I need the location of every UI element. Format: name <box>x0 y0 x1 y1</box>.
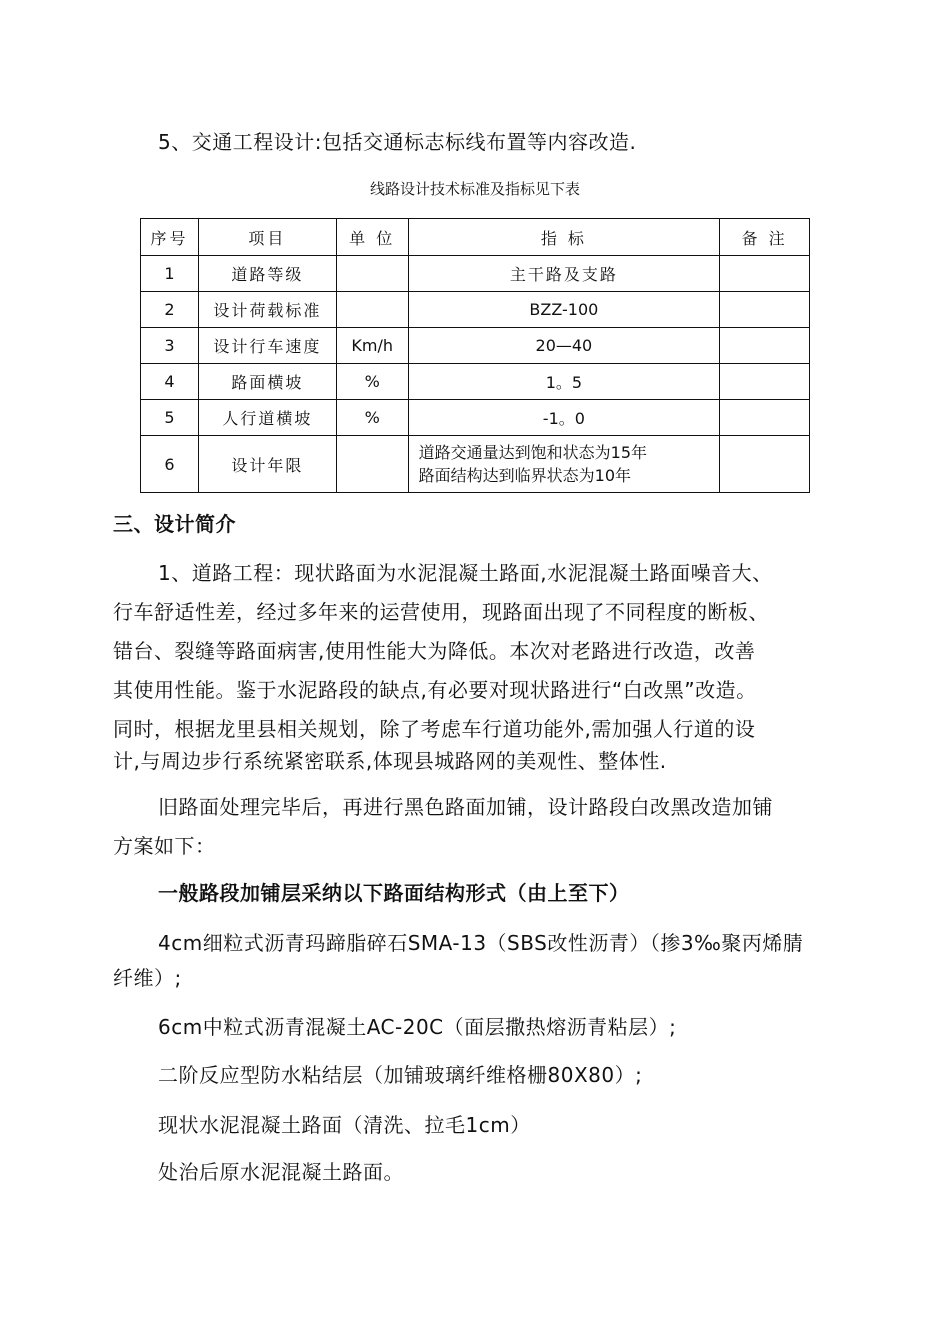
subheading: 一般路段加铺层采纳以下路面结构形式（由上至下） <box>158 881 630 905</box>
cell-note <box>720 256 810 292</box>
para1-line: 同时，根据龙里县相关规划，除了考虑车行道功能外,需加强人行道的设 <box>113 717 756 741</box>
cell-note <box>720 328 810 364</box>
cell-note <box>720 400 810 436</box>
header-no: 序号 <box>141 219 199 256</box>
cell-unit: Km/h <box>336 328 408 364</box>
layer-4: 现状水泥混凝土路面（清洗、拉毛1cm） <box>158 1113 531 1137</box>
para2-line: 旧路面处理完毕后，再进行黑色路面加铺，设计路段白改黑改造加铺 <box>158 795 773 819</box>
cell-no: 1 <box>141 256 199 292</box>
cell-value-line2: 路面结构达到临界状态为10年 <box>418 466 632 485</box>
para1-line: 其使用性能。鉴于水泥路段的缺点,有必要对现状路进行“白改黑”改造。 <box>113 678 757 702</box>
table-row <box>141 256 810 292</box>
section-title: 三、设计简介 <box>113 512 236 536</box>
cell-unit <box>336 436 408 493</box>
table-row <box>141 400 810 436</box>
cell-unit <box>336 256 408 292</box>
cell-value: 主干路及支路 <box>408 256 719 292</box>
cell-no: 3 <box>141 328 199 364</box>
design-standards-table <box>140 218 810 493</box>
cell-value-line1: 道路交通量达到饱和状态为15年 <box>418 443 648 462</box>
cell-no: 6 <box>141 436 199 493</box>
layer-1-line1: 4cm细粒式沥青玛蹄脂碎石SMA-13（SBS改性沥青）（掺3‰聚丙烯腈 <box>158 931 804 955</box>
cell-no: 4 <box>141 364 199 400</box>
para1-line: 计,与周边步行系统紧密联系,体现县城路网的美观性、整体性. <box>113 749 667 773</box>
cell-value-multiline <box>408 436 719 493</box>
cell-item: 设计年限 <box>198 436 336 493</box>
cell-item: 路面横坡 <box>198 364 336 400</box>
cell-unit: % <box>336 400 408 436</box>
cell-unit: % <box>336 364 408 400</box>
header-unit: 单 位 <box>336 219 408 256</box>
cell-item: 设计荷载标准 <box>198 292 336 328</box>
table-row <box>141 292 810 328</box>
cell-item: 设计行车速度 <box>198 328 336 364</box>
cell-value: -1。0 <box>408 400 719 436</box>
header-value: 指 标 <box>408 219 719 256</box>
cell-note <box>720 364 810 400</box>
cell-item: 人行道横坡 <box>198 400 336 436</box>
table-row <box>141 328 810 364</box>
table-header-row <box>141 219 810 256</box>
cell-value: 1。5 <box>408 364 719 400</box>
header-note: 备 注 <box>720 219 810 256</box>
cell-value: 20—40 <box>408 328 719 364</box>
table-row <box>141 364 810 400</box>
cell-value: BZZ-100 <box>408 292 719 328</box>
cell-note <box>720 436 810 493</box>
cell-no: 2 <box>141 292 199 328</box>
para2-line: 方案如下： <box>113 834 216 858</box>
cell-item: 道路等级 <box>198 256 336 292</box>
cell-note <box>720 292 810 328</box>
cell-unit <box>336 292 408 328</box>
para1-line: 错台、裂缝等路面病害,使用性能大为降低。本次对老路进行改造，改善 <box>113 639 756 663</box>
layer-3: 二阶反应型防水粘结层（加铺玻璃纤维格栅80X80）; <box>158 1063 643 1087</box>
para1-line: 行车舒适性差，经过多年来的运营使用，现路面出现了不同程度的断板、 <box>113 600 769 624</box>
header-item: 项目 <box>198 219 336 256</box>
para1-line: 1、道路工程：现状路面为水泥混凝土路面,水泥混凝土路面噪音大、 <box>158 561 773 585</box>
intro-item-5: 5、交通工程设计:包括交通标志标线布置等内容改造. <box>158 130 637 154</box>
layer-5: 处治后原水泥混凝土路面。 <box>158 1160 404 1184</box>
table-row <box>141 436 810 493</box>
layer-2: 6cm中粒式沥青混凝土AC-20C（面层撒热熔沥青粘层）; <box>158 1015 677 1039</box>
table-caption: 线路设计技术标准及指标见下表 <box>369 180 580 198</box>
layer-1-line2: 纤维）; <box>113 966 182 990</box>
cell-no: 5 <box>141 400 199 436</box>
